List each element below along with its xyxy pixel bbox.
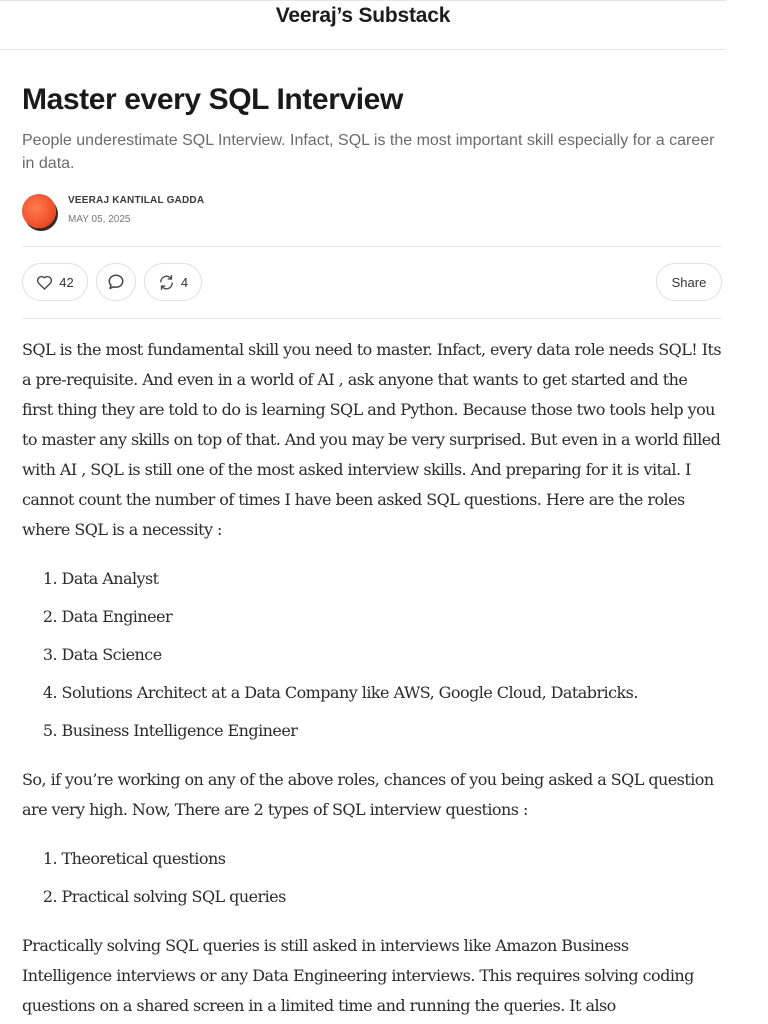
list-item xyxy=(22,598,722,636)
list-item xyxy=(22,878,722,916)
list-item xyxy=(22,674,722,712)
list-number: 5. xyxy=(42,721,57,740)
list-number: 1. xyxy=(42,849,57,868)
list-item-text: Theoretical questions xyxy=(61,849,226,868)
list-item-text: Data Analyst xyxy=(61,569,159,588)
comment-bubble-icon xyxy=(107,273,125,291)
list-item-text: Data Engineer xyxy=(61,607,173,626)
body-paragraph: So, if you’re working on any of the above roles, chances of you being asked a SQL question are very high. Now, There are 2 types of SQL interview questions : xyxy=(22,770,714,819)
share-button[interactable] xyxy=(656,263,722,301)
list-item-text: Business Intelligence Engineer xyxy=(61,721,298,740)
list-item xyxy=(22,636,722,674)
author-avatar[interactable] xyxy=(22,194,56,228)
list-number: 3. xyxy=(42,645,57,664)
post-date: MAY 05, 2025 xyxy=(68,214,131,225)
list-number: 2. xyxy=(42,607,57,626)
body-paragraph: Practically solving SQL queries is still asked in interviews like Amazon Business Intelligence interviews or any Data Engineering interviews. This requires solving coding questions on a shared screen in a limited time and running the queries. It also xyxy=(22,936,694,1015)
list-number: 2. xyxy=(42,887,57,906)
question-types-list xyxy=(22,840,722,916)
roles-list xyxy=(22,560,722,750)
list-number: 4. xyxy=(42,683,57,702)
restack-icon xyxy=(158,274,175,291)
divider xyxy=(22,246,722,247)
body-paragraph: SQL is the most fundamental skill you need to master. Infact, every data role needs SQL! Its a pre-requisite. And even in a world of AI , ask anyone that wants to get started and the first thing they are told to do is learning SQL and Python. Because those two tools help you to master any skills on top of that. And you may be very surprised. But even in a world filled with AI , SQL is still one of the most asked interview skills. And preparing for it is vital. I cannot count the number of times I have been asked SQL questions. Here are the roles where SQL is a necessity : xyxy=(22,340,722,539)
list-item-text: Solutions Architect at a Data Company like AWS, Google Cloud, Databricks. xyxy=(61,683,638,702)
list-item-text: Practical solving SQL queries xyxy=(61,887,286,906)
heart-icon xyxy=(36,275,53,290)
restack-count: 4 xyxy=(180,274,189,290)
like-button[interactable] xyxy=(22,263,88,301)
restack-button[interactable] xyxy=(144,263,202,301)
list-item xyxy=(22,560,722,598)
list-item xyxy=(22,712,722,750)
comment-button[interactable] xyxy=(96,263,136,301)
publication-header xyxy=(0,0,726,50)
divider xyxy=(22,318,722,319)
list-item xyxy=(22,840,722,878)
like-count: 42 xyxy=(59,274,74,290)
publication-name[interactable]: Veeraj’s Substack xyxy=(275,4,451,27)
post-subtitle: People underestimate SQL Interview. Infact, SQL is the most important skill especially for a career in data. xyxy=(22,132,715,172)
list-item-text: Data Science xyxy=(61,645,162,664)
share-label: Share xyxy=(671,274,707,290)
author-name[interactable]: VEERAJ KANTILAL GADDA xyxy=(68,195,205,206)
list-number: 1. xyxy=(42,569,57,588)
post-title: Master every SQL Interview xyxy=(22,83,403,116)
